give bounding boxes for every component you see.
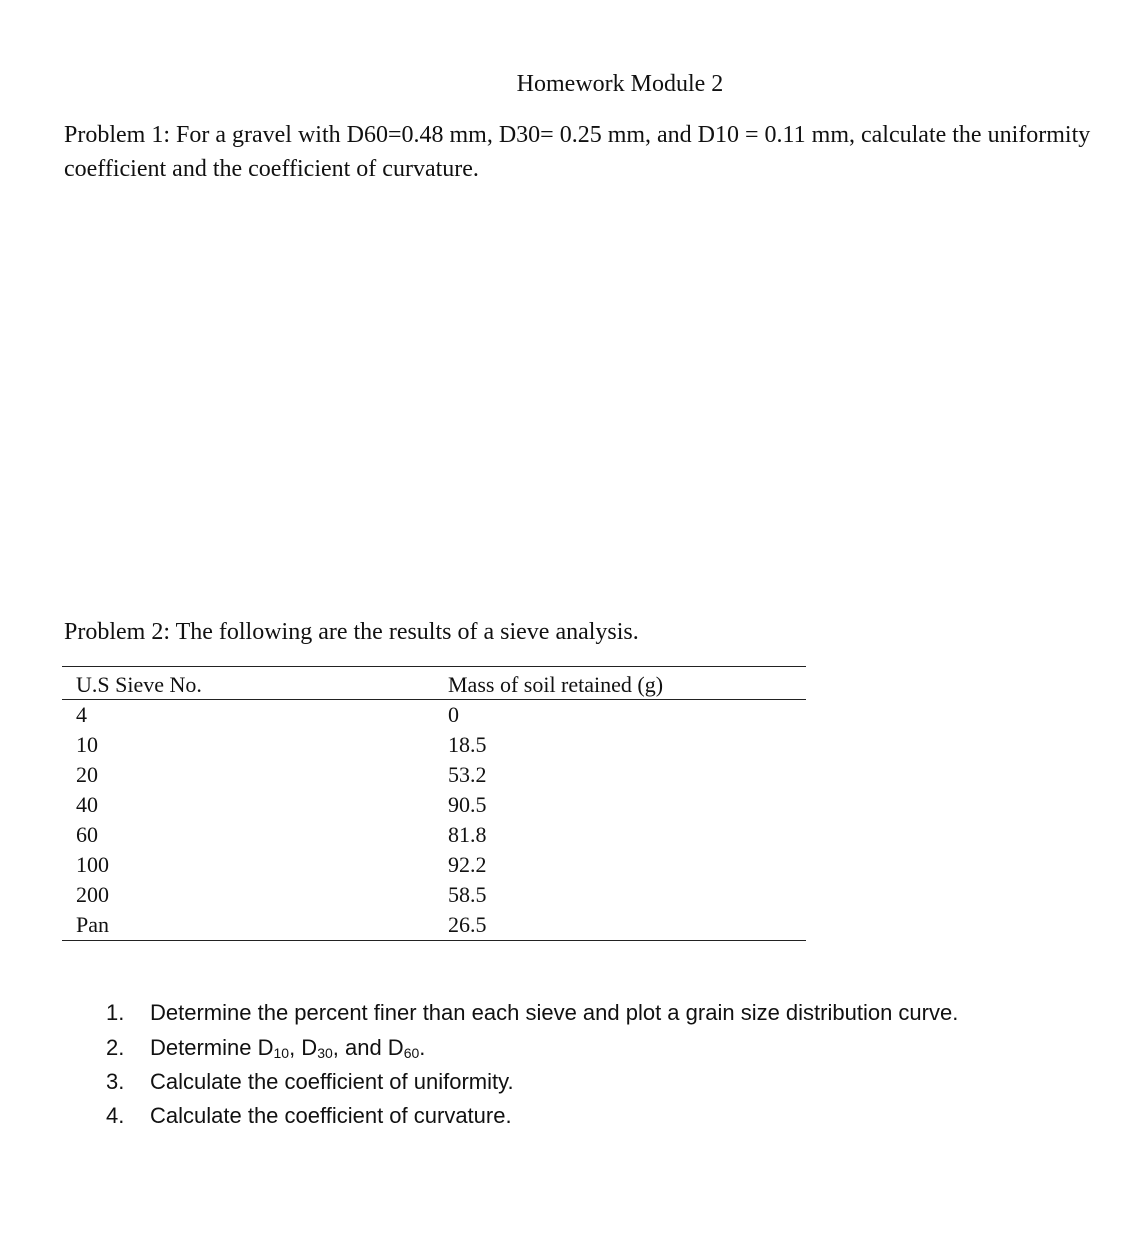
task-number: 3. [106, 1069, 125, 1094]
task-text-part: , D [289, 1035, 318, 1060]
table-row [62, 850, 806, 880]
mass-cell: 92.2 [448, 852, 487, 877]
subscript: 60 [403, 1045, 420, 1061]
table-row [62, 760, 806, 790]
task-text-part: Determine D [150, 1035, 274, 1060]
sieve-no-cell: 200 [76, 882, 109, 907]
mass-cell: 26.5 [448, 910, 806, 941]
mass-cell: 0 [448, 702, 459, 727]
task-text: Calculate the coefficient of curvature. [150, 1103, 512, 1128]
table-row [62, 790, 806, 820]
mass-cell: 53.2 [448, 762, 487, 787]
table-row [62, 910, 806, 941]
mass-cell: 58.5 [448, 882, 487, 907]
task-text: Determine the percent finer than each sieve and plot a grain size distribution curve. [150, 1000, 959, 1025]
sieve-no-cell: 40 [76, 792, 98, 817]
sieve-no-cell: 4 [76, 702, 87, 727]
sieve-no-cell: 20 [76, 762, 98, 787]
sieve-no-cell: 10 [76, 732, 98, 757]
mass-cell: 81.8 [448, 822, 487, 847]
mass-cell: 18.5 [448, 732, 487, 757]
table-row [62, 700, 806, 731]
task-text [150, 1035, 425, 1061]
table-row [62, 880, 806, 910]
sieve-no-cell: 100 [76, 852, 109, 877]
task-number: 1. [106, 1000, 125, 1025]
sieve-no-cell: 60 [76, 822, 98, 847]
task-number: 2. [106, 1035, 125, 1060]
mass-cell: 90.5 [448, 792, 487, 817]
problem-2-text: Problem 2: The following are the results of a sieve analysis. [64, 619, 639, 645]
table-row [62, 820, 806, 850]
subscript: 30 [317, 1045, 333, 1061]
task-number: 4. [106, 1103, 125, 1128]
table-header-row [62, 667, 806, 700]
table-row [62, 730, 806, 760]
header-sieve-no: U.S Sieve No. [62, 667, 448, 700]
task-text-part: . [419, 1035, 426, 1060]
sieve-analysis-table [62, 666, 806, 941]
document-title: Homework Module 2 [516, 71, 724, 97]
problem-1-text: Problem 1: For a gravel with D60=0.48 mm, D30= 0.25 mm, and D10 = 0.11 mm, calculate the uniformity coefficient and the coefficient of curvature. [64, 122, 1091, 182]
task-text-part: , and D [332, 1035, 404, 1060]
task-text: Calculate the coefficient of uniformity. [150, 1069, 514, 1094]
sieve-no-cell: Pan [62, 910, 448, 941]
subscript: 10 [273, 1045, 290, 1061]
header-mass-retained: Mass of soil retained (g) [448, 667, 806, 700]
